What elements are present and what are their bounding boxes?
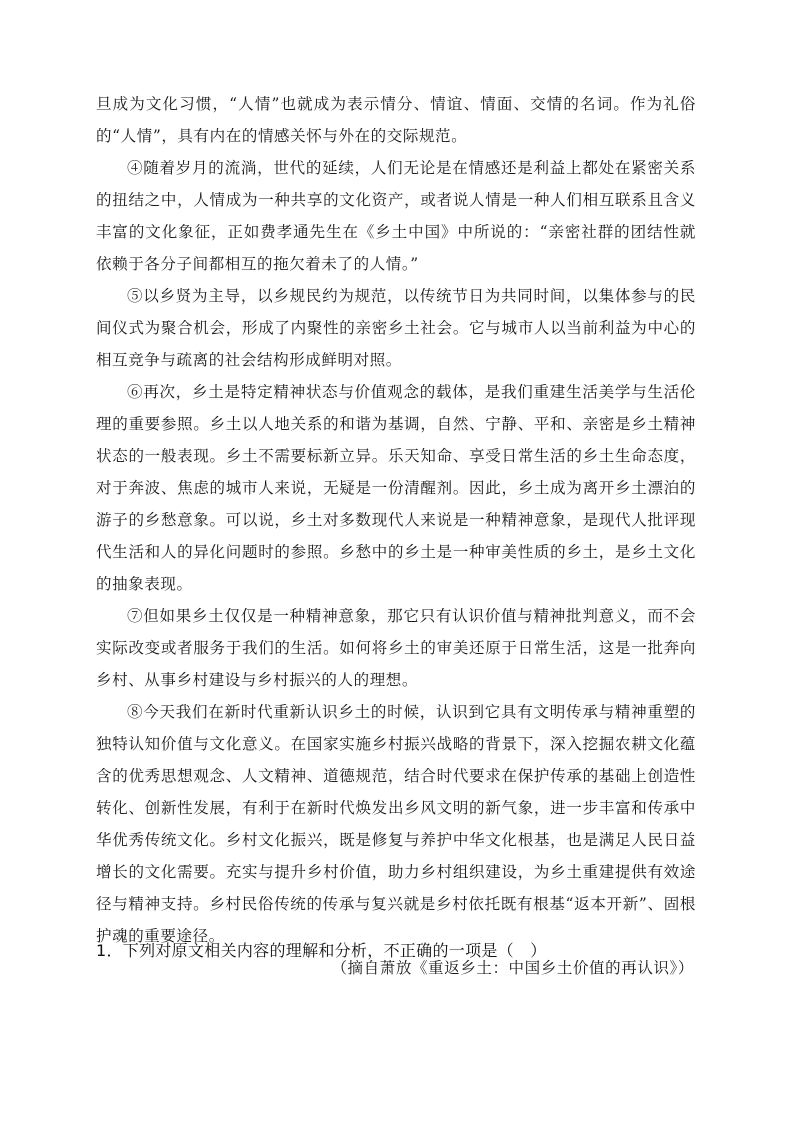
paragraph-5: ⑤以乡贤为主导，以乡规民约为规范，以传统节日为共同时间，以集体参与的民间仪式为聚合机会，形成了内聚性的亲密乡土社会。它与城市人以当前利益为中心的相互竞争与疏离的社会结构形成鲜明对照。 bbox=[96, 287, 696, 369]
article-body bbox=[96, 88, 696, 984]
paragraph-8: ⑧今天我们在新时代重新认识乡土的时候，认识到它具有文明传承与精神重塑的独特认知价值与文化意义。在国家实施乡村振兴战略的背景下，深入挖掘农耕文化蕴含的优秀思想观念、人文精神、道德规范，结合时代要求在保护传承的基础上创造性转化、创新性发展，有利于在新时代焕发出乡风文明的新气象，进一步丰富和传承中华优秀传统文化。乡村文化振兴，既是修复与养护中华文化根基，也是满足人民日益增长的文化需要。充实与提升乡村价值，助力乡村组织建设，为乡土重建提供有效途径与精神支持。乡村民俗传统的传承与复兴就是乡村依托既有根基“返本开新”、固根护魂的重要途径。 bbox=[96, 703, 696, 945]
paragraph-7: ⑦但如果乡土仅仅是一种精神意象，那它只有认识价值与精神批判意义，而不会实际改变或者服务于我们的生活。如何将乡土的审美还原于日常生活，这是一批奔向乡村、从事乡村建设与乡村振兴的人的理想。 bbox=[96, 607, 696, 689]
paragraph-4: ④随着岁月的流淌，世代的延续，人们无论是在情感还是利益上都处在紧密关系的扭结之中，人情成为一种共享的文化资产，或者说人情是一种人们相互联系且含义丰富的文化象征，正如费孝通先生在《乡土中国》中所说的：“亲密社群的团结性就依赖于各分子间都相互的拖欠着未了的人情。” bbox=[96, 159, 696, 273]
question-1: 1．下列对原文相关内容的理解和分析，不正确的一项是（ ） bbox=[96, 941, 547, 960]
paragraph-continued: 旦成为文化习惯，“人情”也就成为表示情分、情谊、情面、交情的名词。作为礼俗的“人情”，具有内在的情感关怀与外在的交际规范。 bbox=[96, 95, 696, 145]
source-citation: （摘自萧放《重返乡土：中国乡土价值的再认识》） bbox=[331, 959, 694, 977]
paragraph-6: ⑥再次，乡土是特定精神状态与价值观念的载体，是我们重建生活美学与生活伦理的重要参照。乡土以人地关系的和谐为基调，自然、宁静、平和、亲密是乡土精神状态的一般表现。乡土不需要标新立异。乐天知命、享受日常生活的乡土生命态度，对于奔波、焦虑的城市人来说，无疑是一份清醒剂。因此，乡土成为离开乡土漂泊的游子的乡愁意象。可以说，乡土对多数现代人来说是一种精神意象，是现代人批评现代生活和人的异化问题时的参照。乡愁中的乡土是一种审美性质的乡土，是乡土文化的抽象表现。 bbox=[96, 383, 696, 593]
